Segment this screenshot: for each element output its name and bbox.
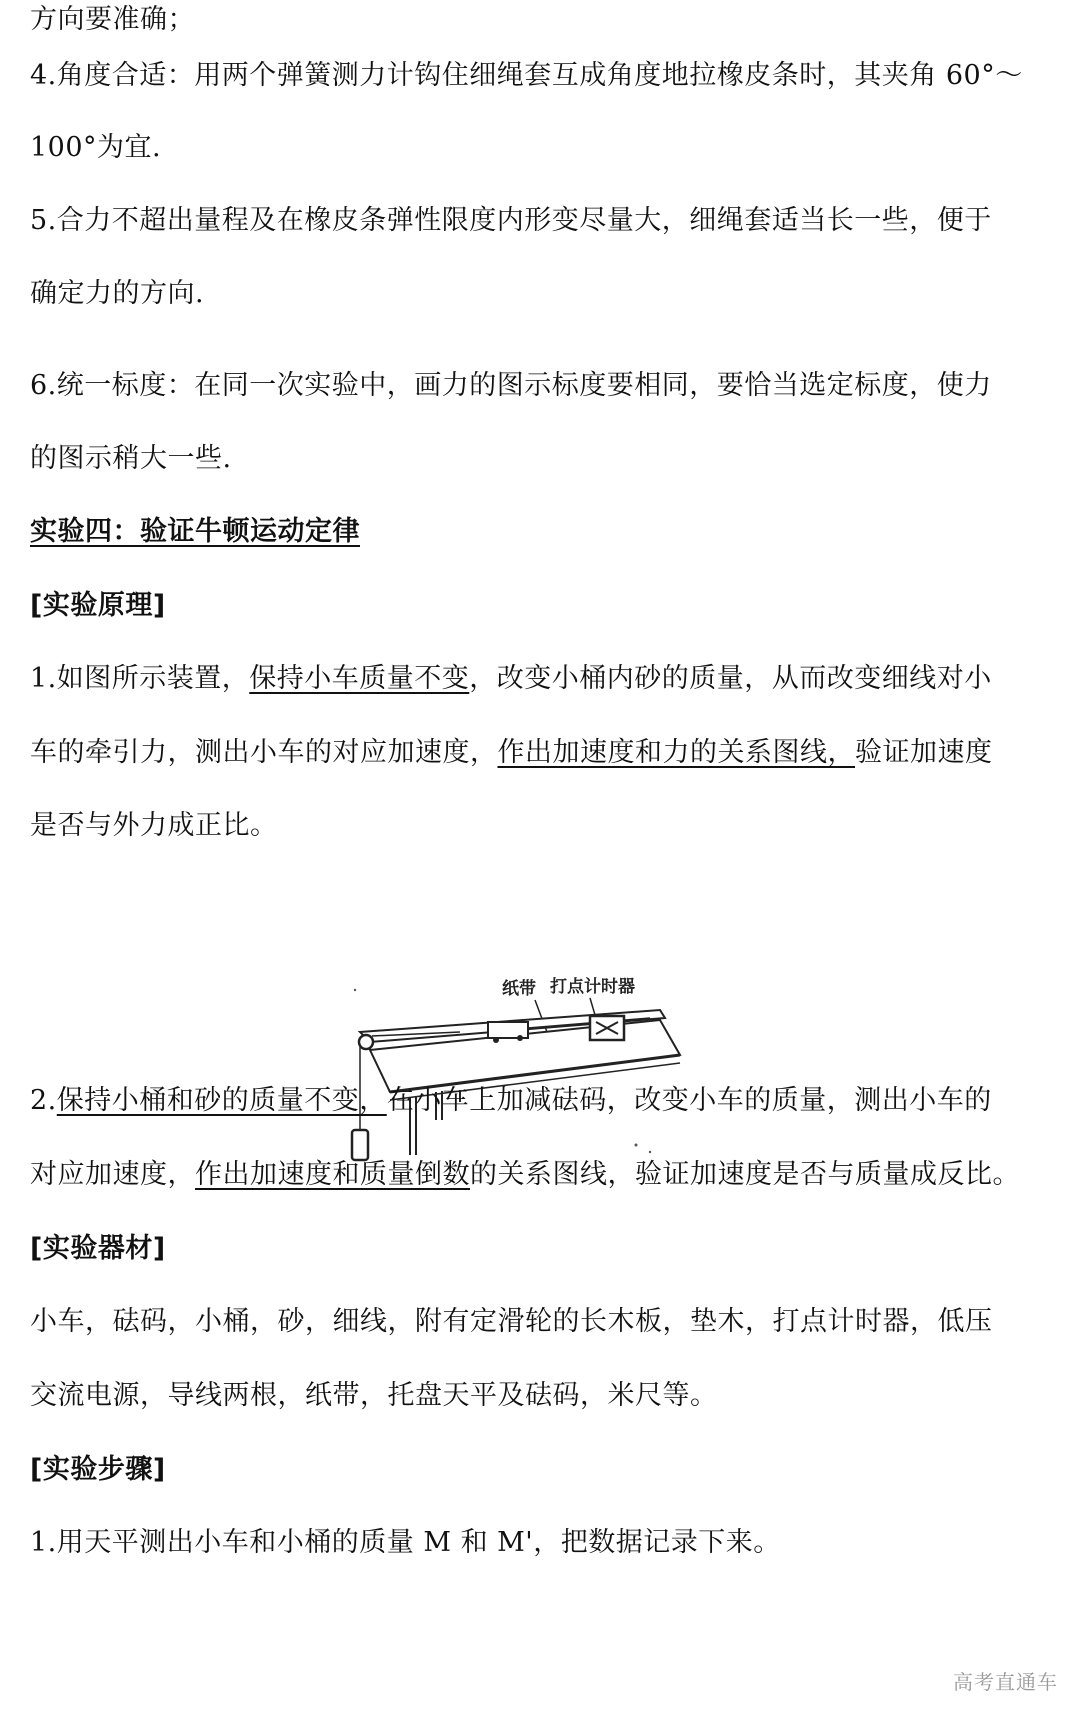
equipment-heading: [实验器材] xyxy=(30,1233,166,1264)
label-timer: 打点计时器 xyxy=(550,977,635,997)
text-span: 1.如图所示装置， xyxy=(30,663,250,694)
principle-paragraph-2-line-1 xyxy=(30,1081,1060,1121)
text-span: 在小车上加减砝码，改变小车的质量，测出小车的 xyxy=(386,1085,992,1116)
underlined-text: 作出加速度和力的关系图线， xyxy=(497,737,855,768)
speck xyxy=(354,989,356,991)
text-line: 100°为宜. xyxy=(30,132,162,163)
text-span: 车的牵引力，测出小车的对应加速度， xyxy=(30,737,498,768)
underlined-text: 作出加速度和质量倒数 xyxy=(195,1159,470,1190)
label-tape: 纸带 xyxy=(502,979,536,999)
equipment-line: 交流电源，导线两根，纸带，托盘天平及砝码，米尺等。 xyxy=(30,1380,718,1411)
underlined-text: 保持小车质量不变 xyxy=(249,663,470,694)
cart xyxy=(488,1022,528,1038)
principle-heading: [实验原理] xyxy=(30,590,166,621)
section-title: 实验四：验证牛顿运动定律 xyxy=(30,516,360,547)
apparatus-figure xyxy=(350,970,730,1170)
cart-wheel xyxy=(493,1037,499,1043)
text-line: 的图示稍大一些. xyxy=(30,443,232,474)
watermark: 高考直通车 xyxy=(953,1670,1058,1694)
principle-paragraph-2-line-2 xyxy=(30,1155,1060,1195)
text-line: 5.合力不超出量程及在橡皮条弹性限度内形变尽量大，细绳套适当长一些，便于 xyxy=(30,205,992,236)
step-line: 1.用天平测出小车和小桶的质量 M 和 M'，把数据记录下来。 xyxy=(30,1527,781,1558)
text-span: ，改变小桶内砂的质量，从而改变细线对小 xyxy=(469,663,992,694)
steps-heading: [实验步骤] xyxy=(30,1454,166,1485)
speck xyxy=(635,1144,638,1147)
cart-wheel xyxy=(517,1035,523,1041)
text-span: 的关系图线，验证加速度是否与质量成反比。 xyxy=(470,1159,1020,1190)
text-span: 验证加速度 xyxy=(855,737,993,768)
text-line: 4.角度合适：用两个弹簧测力计钩住细绳套互成角度地拉橡皮条时，其夹角 60°～ xyxy=(30,60,1023,91)
text-span: 对应加速度， xyxy=(30,1159,195,1190)
principle-paragraph-1-line-2 xyxy=(30,733,1060,773)
pulley xyxy=(359,1035,373,1049)
text-line: 确定力的方向. xyxy=(30,278,205,309)
speck xyxy=(649,1151,651,1153)
text-line: 方向要准确； xyxy=(30,4,195,35)
text-line: 6.统一标度：在同一次实验中，画力的图示标度要相同，要恰当选定标度，使力 xyxy=(30,370,992,401)
equipment-line: 小车，砝码，小桶，砂，细线，附有定滑轮的长木板，垫木，打点计时器，低压 xyxy=(30,1306,993,1337)
principle-paragraph-1-line-1 xyxy=(30,659,1060,699)
apparatus-illustration xyxy=(350,970,730,1170)
principle-paragraph-1-line-3: 是否与外力成正比。 xyxy=(30,810,278,841)
underlined-text: 保持小桶和砂的质量不变， xyxy=(56,1085,387,1116)
text-span: 2. xyxy=(30,1085,57,1116)
